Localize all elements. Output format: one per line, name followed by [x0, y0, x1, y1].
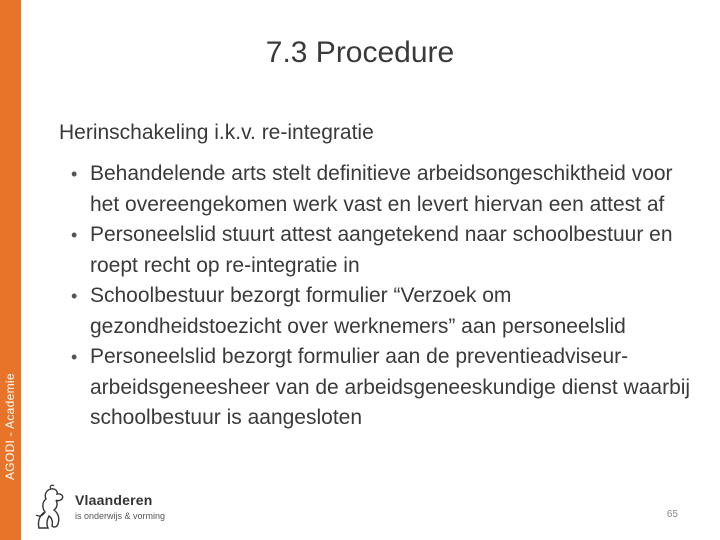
bullet-item [60, 220, 700, 281]
bullet-text: Personeelslid bezorgt formulier aan de preventieadviseur-arbeidsgeneesheer van de arbeidsgeneeskundige dienst waarbij schoolbestuur is aangesloten [90, 345, 691, 429]
logo-tagline: is onderwijs & vorming [75, 511, 166, 521]
page-number: 65 [666, 509, 678, 520]
slide-subtitle: Herinschakeling i.k.v. re-integratie [59, 121, 374, 144]
logo-title: Vlaanderen [75, 492, 153, 508]
bullet-item [60, 159, 700, 220]
bullet-icon: • [71, 347, 78, 367]
bullet-text: Schoolbestuur bezorgt formulier “Verzoek om gezondheidstoezicht over werknemers” aan personeelslid [90, 284, 626, 338]
bullet-icon: • [71, 225, 78, 245]
vlaanderen-logo [33, 484, 193, 532]
flemish-lion-icon [33, 484, 67, 530]
bullet-item [60, 281, 700, 342]
bullet-text: Behandelende arts stelt definitieve arbeidsongeschiktheid voor het overeengekomen werk vast en levert hiervan een attest af [90, 162, 673, 216]
bullet-item [60, 342, 700, 434]
sidebar-label: AGODI - Academie [3, 373, 17, 480]
bullet-icon: • [71, 286, 78, 306]
sidebar-strip [0, 0, 21, 540]
bullet-icon: • [71, 164, 78, 184]
bullet-list [60, 159, 700, 434]
slide-title: 7.3 Procedure [265, 36, 455, 69]
bullet-text: Personeelslid stuurt attest aangetekend naar schoolbestuur en roept recht op re-integratie in [90, 223, 673, 277]
